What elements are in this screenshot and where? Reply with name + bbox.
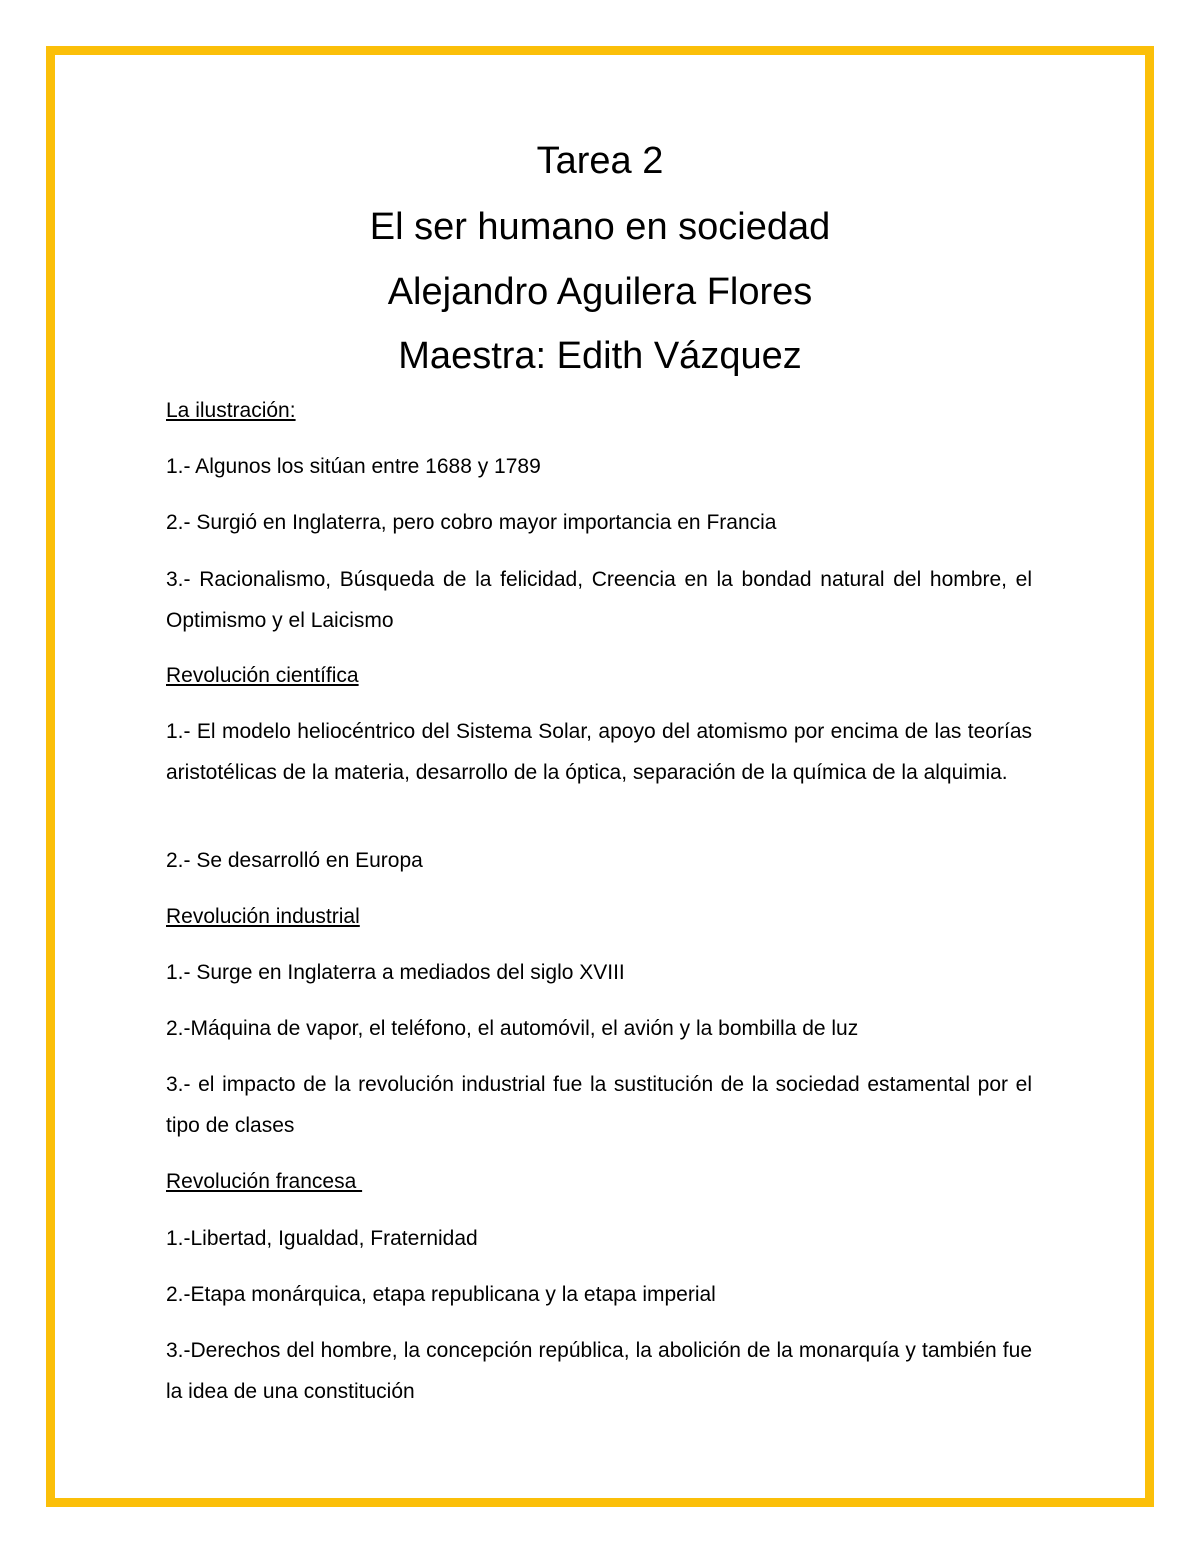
document-title: Tarea 2 — [536, 140, 664, 182]
list-item: 2.-Máquina de vapor, el teléfono, el automóvil, el avión y la bombilla de luz — [166, 1017, 859, 1040]
list-item: 2.- Surgió en Inglaterra, pero cobro mayor importancia en Francia — [166, 511, 777, 534]
list-item: 2.- Se desarrolló en Europa — [166, 849, 423, 872]
list-item: 3.- el impacto de la revolución industrial fue la sustitución de la sociedad estamental por el tipo de clases — [166, 1073, 1032, 1137]
document-teacher: Maestra: Edith Vázquez — [398, 335, 802, 377]
document-author: Alejandro Aguilera Flores — [387, 271, 813, 313]
section-heading-revolucion-francesa: Revolución francesa — [166, 1170, 363, 1193]
section-heading-revolucion-cientifica: Revolución científica — [166, 664, 359, 687]
list-item: 3.-Derechos del hombre, la concepción república, la abolición de la monarquía y también fue la idea de una constitución — [166, 1339, 1032, 1403]
list-item: 1.-Libertad, Igualdad, Fraternidad — [166, 1227, 478, 1250]
list-item: 3.- Racionalismo, Búsqueda de la felicidad, Creencia en la bondad natural del hombre, el Optimismo y el Laicismo — [166, 568, 1032, 632]
list-item: 1.- El modelo heliocéntrico del Sistema Solar, apoyo del atomismo por encima de las teorías aristotélicas de la materia, desarrollo de la óptica, separación de la química de la alquimia. — [166, 720, 1032, 784]
section-heading-revolucion-industrial: Revolución industrial — [166, 905, 360, 928]
list-item: 1.- Surge en Inglaterra a mediados del siglo XVIII — [166, 961, 625, 984]
section-heading-ilustracion: La ilustración: — [166, 399, 296, 422]
list-item: 1.- Algunos los sitúan entre 1688 y 1789 — [166, 455, 541, 478]
document-subject: El ser humano en sociedad — [369, 206, 831, 248]
list-item: 2.-Etapa monárquica, etapa republicana y la etapa imperial — [166, 1283, 716, 1306]
